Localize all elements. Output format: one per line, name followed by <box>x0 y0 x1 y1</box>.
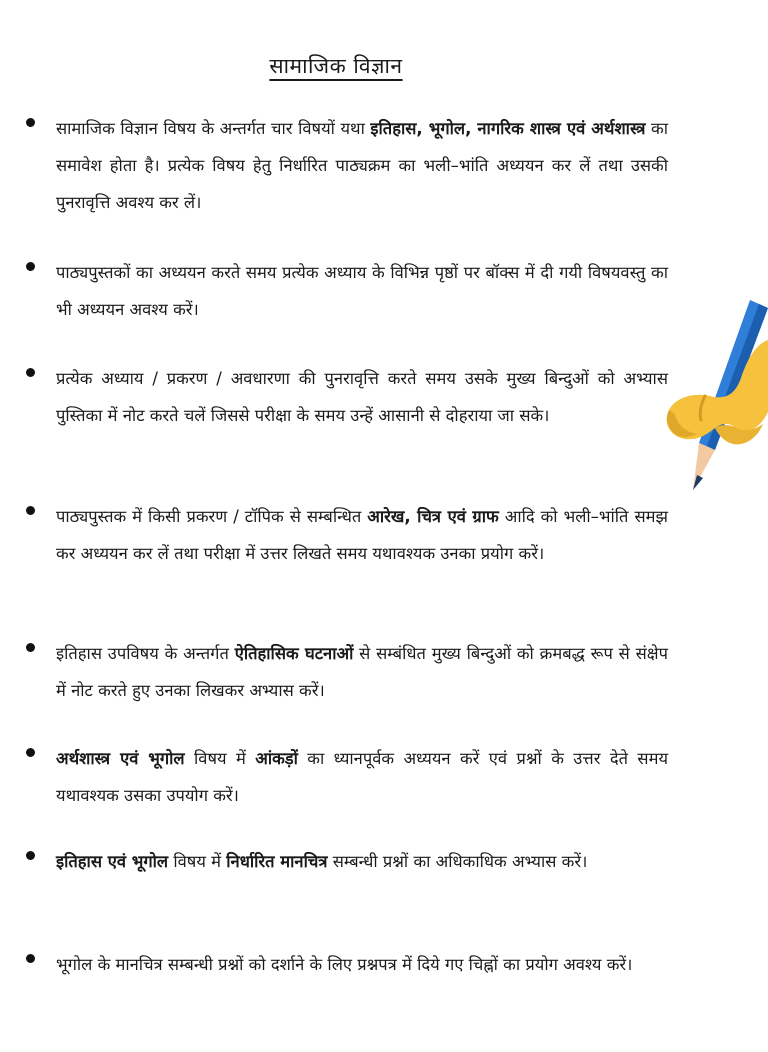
list-item-text: प्रत्येक अध्याय / प्रकरण / अवधारणा की पुनरावृत्ति करते समय उसके मुख्य बिन्दुओं को अभ्यास पुस्तिका में नोट करते चलें जिससे परीक्षा के समय उन्हें आसानी से दोहराया जा सके। <box>56 369 668 425</box>
bullet-icon <box>26 954 35 963</box>
bullet-icon <box>26 851 35 860</box>
bullet-icon <box>26 506 35 515</box>
list-item-text: इतिहास उपविषय के अन्तर्गत ऐतिहासिक घटनाओं से सम्बंधित मुख्य बिन्दुओं को क्रमबद्ध रूप से संक्षेप में नोट करते हुए उनका लिखकर अभ्यास करें। <box>56 644 668 700</box>
list-item <box>26 740 668 814</box>
bullet-icon <box>26 643 35 652</box>
list-item-text: अर्थशास्त्र एवं भूगोल विषय में आंकड़ों का ध्यानपूर्वक अध्ययन करें एवं प्रश्नों के उत्तर देते समय यथावश्यक उसका उपयोग करें। <box>56 749 669 805</box>
list-item <box>26 635 668 709</box>
bullet-icon <box>26 748 35 757</box>
list-item-text: पाठ्यपुस्तक में किसी प्रकरण / टॉपिक से सम्बन्धित आरेख, चित्र एवं ग्राफ आदि को भली–भांति समझ कर अध्ययन कर लें तथा परीक्षा में उत्तर लिखते समय यथावश्यक उनका प्रयोग करें। <box>56 507 668 563</box>
list-item <box>26 254 668 328</box>
list-item <box>26 110 668 221</box>
bullet-icon <box>26 368 35 377</box>
hand-writing-pencil-icon <box>655 300 768 500</box>
list-item-text: इतिहास एवं भूगोल विषय में निर्धारित मानचित्र सम्बन्धी प्रश्नों का अधिकाधिक अभ्यास करें। <box>56 852 588 871</box>
list-item <box>26 843 668 880</box>
bullet-icon <box>26 262 35 271</box>
page-title-text: सामाजिक विज्ञान <box>269 54 403 78</box>
list-item <box>26 498 668 572</box>
page-title <box>0 52 672 80</box>
list-item-text: सामाजिक विज्ञान विषय के अन्तर्गत चार विषयों यथा इतिहास, भूगोल, नागरिक शास्त्र एवं अर्थशास्त्र का समावेश होता है। प्रत्येक विषय हेतु निर्धारित पाठ्यक्रम का भली–भांति अध्ययन कर लें तथा उसकी पुनरावृत्ति अवश्य कर लें। <box>56 119 668 212</box>
list-item <box>26 946 668 983</box>
list-item <box>26 360 668 434</box>
list-item-text: भूगोल के मानचित्र सम्बन्धी प्रश्नों को दर्शाने के लिए प्रश्नपत्र में दिये गए चिह्नों का प्रयोग अवश्य करें। <box>56 955 633 974</box>
list-item-text: पाठ्यपुस्तकों का अध्ययन करते समय प्रत्येक अध्याय के विभिन्न पृष्ठों पर बॉक्स में दी गयी विषयवस्तु का भी अध्ययन अवश्य करें। <box>56 263 668 319</box>
bullet-icon <box>26 118 35 127</box>
